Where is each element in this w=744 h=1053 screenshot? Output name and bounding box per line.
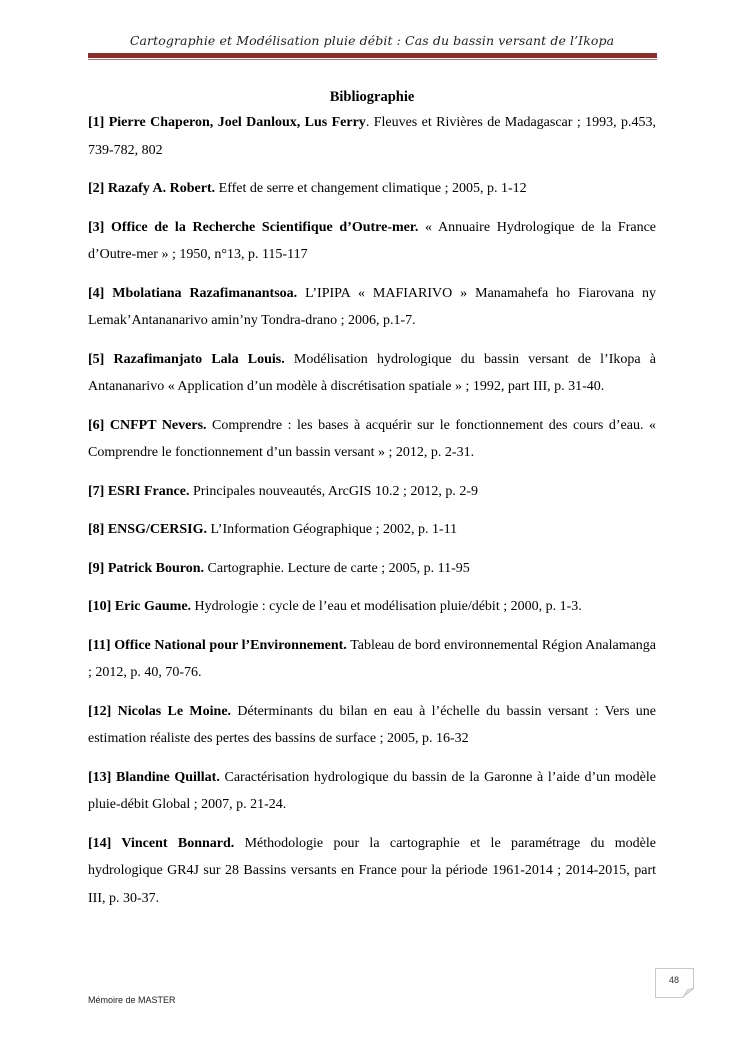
footer-text: Mémoire de MASTER <box>88 995 176 1005</box>
page-curl-icon <box>682 988 694 998</box>
reference-item <box>88 280 656 335</box>
reference-authors: [4] Mbolatiana Razafimanantsoa. <box>88 285 298 301</box>
reference-authors: [14] Vincent Bonnard. <box>88 835 235 851</box>
reference-item <box>88 214 656 269</box>
reference-item <box>88 632 656 687</box>
reference-authors: [8] ENSG/CERSIG. <box>88 522 208 537</box>
reference-item <box>88 109 656 164</box>
section-title: Bibliographie <box>329 89 415 105</box>
reference-authors: [3] Office de la Recherche Scientifique d’Outre-mer. <box>88 219 419 235</box>
reference-item <box>88 698 656 753</box>
reference-authors: [12] Nicolas Le Moine. <box>88 703 232 719</box>
header-rule-thin <box>88 59 657 60</box>
reference-item <box>88 478 656 506</box>
page-number: 48 <box>668 975 679 985</box>
page-number-box <box>655 968 694 998</box>
reference-authors: [5] Razafimanjato Lala Louis. <box>88 351 285 367</box>
reference-details: Modélisation hydrologique du bassin versant de l’Ikopa à Antananarivo « Application d’un modèle à discrétisation spatiale » ; 1992, part III, p. 31-40. <box>88 351 656 394</box>
reference-details: Déterminants du bilan en eau à l’échelle du bassin versant : Vers une estimation réaliste des pertes des bassins de surface ; 2005, p. 16-32 <box>88 703 657 746</box>
reference-authors: [10] Eric Gaume. <box>88 599 192 614</box>
header-rule <box>88 53 657 58</box>
reference-authors: [9] Patrick Bouron. <box>88 560 205 576</box>
reference-item <box>88 175 656 203</box>
reference-item <box>88 764 656 819</box>
reference-item <box>88 593 656 621</box>
reference-item <box>88 412 656 467</box>
reference-authors: [6] CNFPT Nevers. <box>88 417 207 433</box>
reference-details: Comprendre : les bases à acquérir sur le fonctionnement des cours d’eau. « Comprendre le fonctionnement d’un bassin versant » ; 2012, p. 2-31. <box>88 417 656 460</box>
reference-details: L’Information Géographique ; 2002, p. 1-11 <box>207 522 458 537</box>
reference-list <box>88 109 656 923</box>
reference-details: Tableau de bord environnemental Région Analamanga ; 2012, p. 40, 70-76. <box>88 637 657 680</box>
running-header-title: Cartographie et Modélisation pluie débit : Cas du bassin versant de l’Ikopa <box>129 33 615 48</box>
reference-details: Caractérisation hydrologique du bassin de la Garonne à l’aide d’un modèle pluie-débit Global ; 2007, p. 21-24. <box>88 769 656 812</box>
reference-authors: [2] Razafy A. Robert. <box>88 181 216 196</box>
reference-details: L’IPIPA « MAFIARIVO » Manamahefa ho Fiarovana ny Lemak’Antananarivo amin’ny Tondra-drano ; 2006, p.1-7. <box>88 285 656 328</box>
reference-details: Cartographie. Lecture de carte ; 2005, p. 11-95 <box>204 560 470 576</box>
reference-item <box>88 555 656 583</box>
reference-details: . Fleuves et Rivières de Madagascar ; 1993, p.453, 739-782, 802 <box>88 115 656 158</box>
reference-item <box>88 346 656 401</box>
reference-details: « Annuaire Hydrologique de la France d’Outre-mer » ; 1950, n°13, p. 115-117 <box>88 219 656 262</box>
reference-authors: [7] ESRI France. <box>88 483 190 499</box>
reference-details: Principales nouveautés, ArcGIS 10.2 ; 2012, p. 2-9 <box>189 483 479 499</box>
reference-authors: [1] Pierre Chaperon, Joel Danloux, Lus Ferry <box>88 115 366 130</box>
reference-details: Hydrologie : cycle de l’eau et modélisation pluie/débit ; 2000, p. 1-3. <box>191 599 582 614</box>
reference-item <box>88 516 656 544</box>
reference-authors: [11] Office National pour l’Environnement. <box>88 637 347 653</box>
reference-authors: [13] Blandine Quillat. <box>88 769 220 785</box>
reference-details: Effet de serre et changement climatique ; 2005, p. 1-12 <box>215 181 527 196</box>
reference-details: Méthodologie pour la cartographie et le paramétrage du modèle hydrologique GR4J sur 28 Bassins versants en France pour la période 1961-2014 ; 2014-2015, part III, p. 30-37. <box>88 835 656 906</box>
reference-item <box>88 830 656 913</box>
